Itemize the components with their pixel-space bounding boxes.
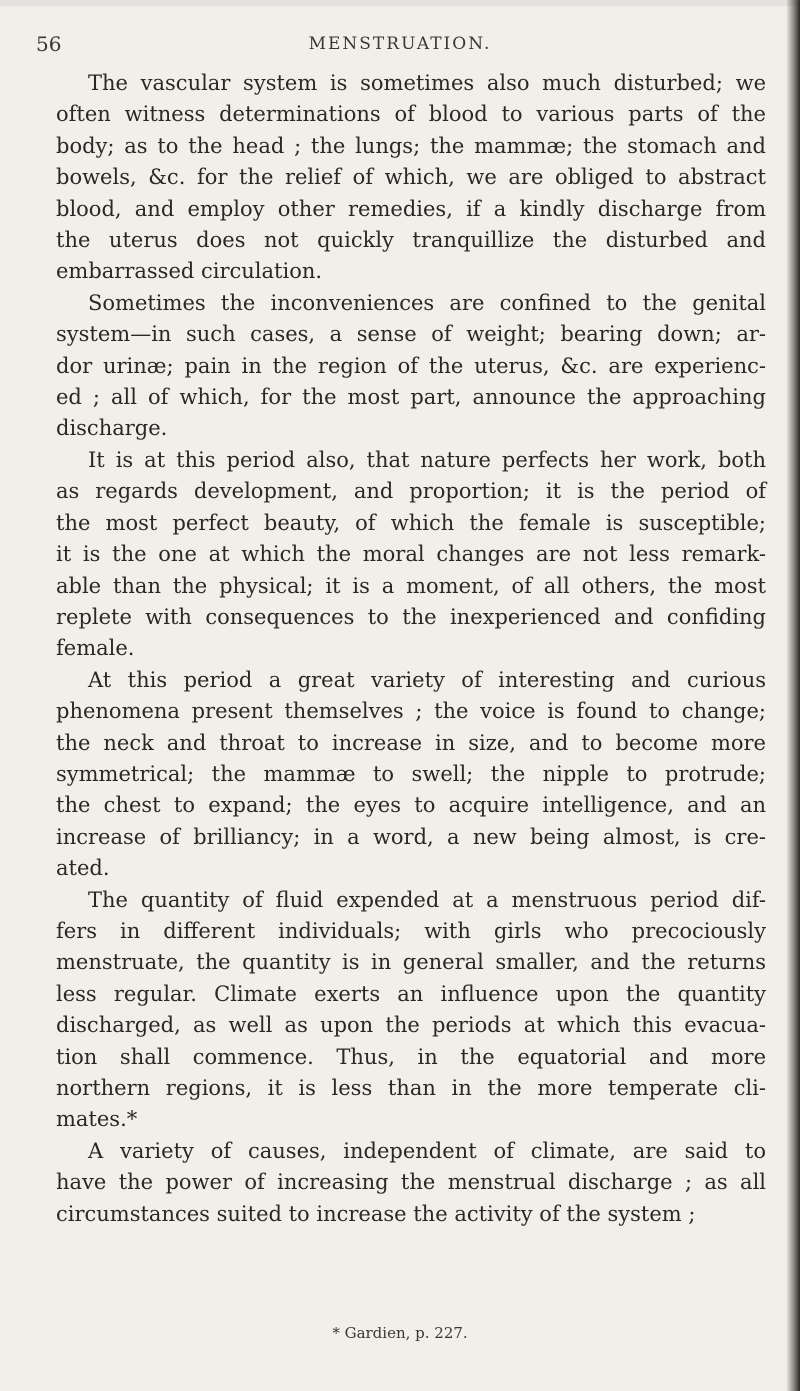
paragraph: [56, 68, 766, 288]
text-line: ed ; all of which, for the most part, announce the approaching: [56, 385, 766, 410]
text-line: discharged, as well as upon the periods at which this evacua-: [56, 1013, 766, 1038]
text-line: able than the physical; it is a moment, of all others, the most: [56, 573, 766, 598]
text-line: symmetrical; the mammæ to swell; the nipple to protrude;: [56, 761, 766, 786]
text-line: The quantity of fluid expended at a menstruous period dif-: [88, 887, 766, 912]
page-number: 56: [36, 32, 62, 56]
page-top-shadow: [0, 0, 800, 6]
text-line: dor urinæ; pain in the region of the uterus, &c. are experienc-: [56, 353, 766, 378]
text-line: embarrassed circulation.: [56, 259, 323, 284]
text-line: northern regions, it is less than in the more temperate cli-: [56, 1076, 766, 1100]
text-line: blood, and employ other remedies, if a kindly discharge from: [56, 196, 766, 221]
text-line: as regards development, and proportion; it is the period of: [56, 479, 766, 504]
paragraph: [56, 885, 766, 1136]
footnote: * Gardien, p. 227.: [332, 1324, 468, 1342]
text-line: the most perfect beauty, of which the female is susceptible;: [56, 510, 766, 535]
body-text: [56, 68, 766, 1230]
paragraph: [56, 445, 766, 665]
text-line: fers in different individuals; with girls who precociously: [56, 918, 766, 943]
text-line: It is at this period also, that nature perfects her work, both: [88, 447, 766, 472]
page-binding-shadow: [786, 0, 800, 1391]
text-line: Sometimes the inconveniences are confined to the genital: [88, 290, 766, 315]
text-line: mates.*: [56, 1107, 138, 1132]
text-line: it is the one at which the moral changes are not less remark-: [56, 542, 766, 567]
paragraph: [56, 288, 766, 445]
text-line: female.: [56, 636, 135, 661]
running-head: MENSTRUATION.: [308, 34, 492, 54]
text-line: often witness determinations of blood to various parts of the: [56, 102, 766, 127]
text-line: system—in such cases, a sense of weight; bearing down; ar-: [56, 322, 766, 347]
text-line: replete with consequences to the inexperienced and confiding: [56, 604, 766, 629]
text-line: ated.: [56, 856, 110, 881]
text-line: increase of brilliancy; in a word, a new being almost, is cre-: [56, 824, 766, 849]
text-line: the chest to expand; the eyes to acquire intelligence, and an: [56, 793, 766, 818]
text-line: the uterus does not quickly tranquillize the disturbed and: [56, 228, 766, 253]
paragraph: [56, 1136, 766, 1230]
paragraph: [56, 665, 766, 885]
text-line: discharge.: [56, 416, 168, 441]
text-line: menstruate, the quantity is in general smaller, and the returns: [56, 950, 766, 975]
text-line: body; as to the head ; the lungs; the mammæ; the stomach and: [56, 133, 766, 158]
text-line: have the power of increasing the menstrual discharge ; as all: [56, 1170, 766, 1195]
text-line: circumstances suited to increase the activity of the system ;: [56, 1201, 696, 1226]
text-line: The vascular system is sometimes also much disturbed; we: [88, 71, 766, 95]
text-line: At this period a great variety of interesting and curious: [88, 667, 766, 692]
text-line: A variety of causes, independent of climate, are said to: [88, 1138, 766, 1163]
text-line: the neck and throat to increase in size, and to become more: [56, 730, 766, 755]
text-line: bowels, &c. for the relief of which, we are obliged to abstract: [56, 165, 766, 190]
text-line: phenomena present themselves ; the voice is found to change;: [56, 699, 766, 724]
text-line: tion shall commence. Thus, in the equatorial and more: [56, 1044, 766, 1069]
text-line: less regular. Climate exerts an influence upon the quantity: [56, 981, 766, 1006]
